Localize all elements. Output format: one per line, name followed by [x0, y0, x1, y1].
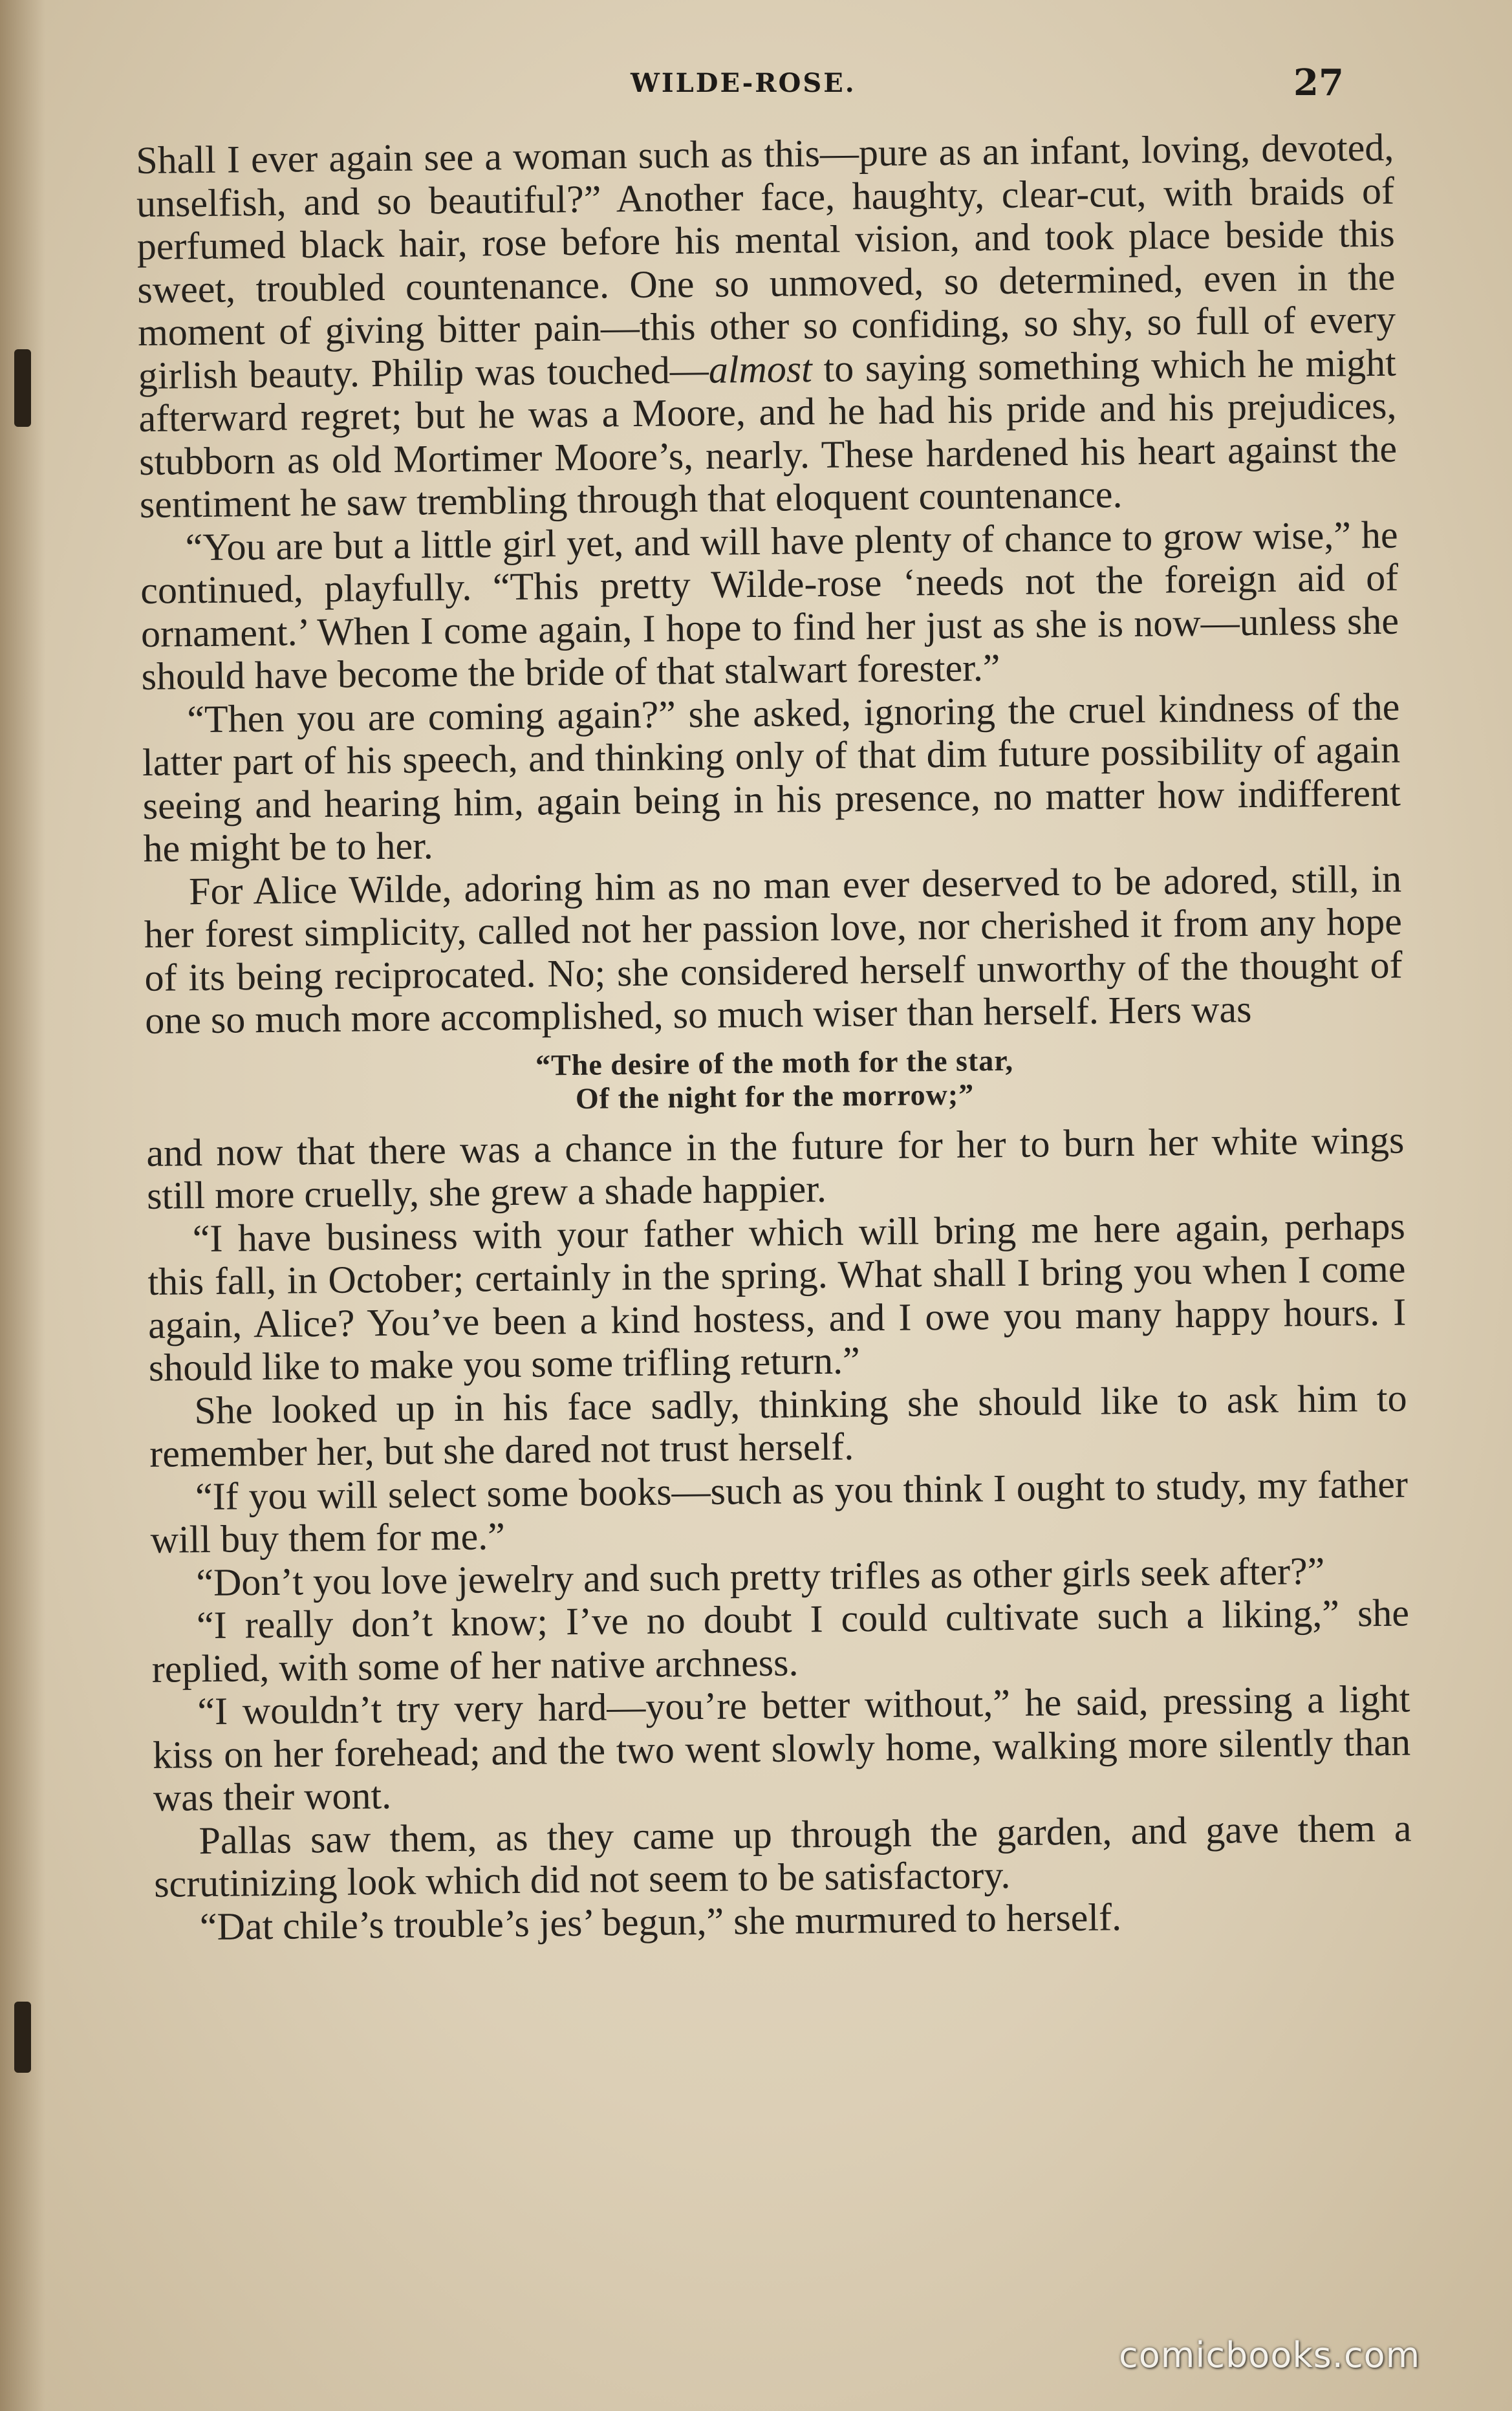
page-header — [0, 61, 1512, 120]
paragraph: “I really don’t know; I’ve no doubt I could cultivate such a liking,” she replied, with some of her native archness. — [151, 1591, 1410, 1691]
paragraph: For Alice Wilde, adoring him as no man ever deserved to be adored, still, in her forest simplicity, called not her passion love, nor cherished it from any hope of its being reciprocated. No; she considered herself unworthy of the thought of one so much more accomplished, so much wiser than herself. Hers was — [144, 857, 1403, 1042]
watermark: comicbooks.com — [1119, 2335, 1421, 2375]
paragraph-text: Shall I ever again see a woman such as this—pure as an infant, loving, devoted, unselfish, and so beautiful?” Another face, haughty, clear-cut, with braids of perfumed black hair, rose before his mental vision, and took place beside this sweet, troubled countenance. One so unmoved, so determined, even in the moment of giving bitter pain—this other so confiding, so shy, so full of every girlish beauty. Philip was touched— — [136, 125, 1396, 397]
page-number: 27 — [1293, 61, 1344, 104]
paragraph-text: to saying something which he might afterward regret; but he was a Moore, and he had his pride and his prejudices, stubborn as old Mortimer Moore’s, nearly. These hardened his heart against the sentiment he saw trembling through that eloquent countenance. — [138, 341, 1398, 526]
paragraph: “You are but a little girl yet, and will have plenty of chance to grow wise,” he continued, playfully. “This pretty Wilde-rose ‘needs not the foreign aid of ornament.’ When I come again, I hope to find her just as she is now—unless she should have become the bride of that stalwart forester.” — [140, 513, 1399, 698]
body-text — [136, 126, 1412, 1949]
paragraph: She looked up in his face sadly, thinking she should like to ask him to remember her, but she dared not trust herself. — [149, 1376, 1407, 1475]
paragraph: “I wouldn’t try very hard—you’re better without,” he said, pressing a light kiss on her forehead; and the two went slowly home, walking more silently than was their wont. — [152, 1677, 1411, 1819]
running-head: WILDE-ROSE. — [631, 68, 856, 98]
binding-mark — [14, 2002, 31, 2073]
paragraph: “I have business with your father which will bring me here again, perhaps this fall, in October; certainly in the spring. What shall I bring you when I come again, Alice? You’ve been a kind hostess, and I owe you many happy hours. I should like to make you some trifling return.” — [147, 1204, 1407, 1389]
paragraph: and now that there was a chance in the future for her to burn her white wings still more cruelly, she grew a shade happier. — [146, 1118, 1405, 1217]
emphasis-text: almost — [708, 347, 813, 391]
quote-line: “The desire of the moth for the star, — [535, 1043, 1014, 1082]
paragraph: “Dat chile’s trouble’s jes’ begun,” she murmured to herself. — [199, 1895, 1122, 1948]
paragraph: “Don’t you love jewelry and such pretty trifles as other girls seek after?” — [196, 1549, 1325, 1604]
paragraph: “If you will select some books—such as you think I ought to study, my father will buy them for me.” — [150, 1462, 1409, 1561]
verse-quote — [146, 1039, 1404, 1119]
binding-mark — [14, 349, 31, 427]
paragraph: Pallas saw them, as they came up through the garden, and gave them a scrutinizing look which did not seem to be satisfactory. — [153, 1806, 1412, 1905]
paragraph — [136, 126, 1398, 526]
quote-line: Of the night for the morrow;” — [575, 1077, 975, 1115]
paragraph: “Then you are coming again?” she asked, ignoring the cruel kindness of the latter part of his speech, and thinking only of that dim future possibility of again seeing and hearing him, again being in his presence, no matter how indifferent he might be to her. — [142, 685, 1401, 870]
